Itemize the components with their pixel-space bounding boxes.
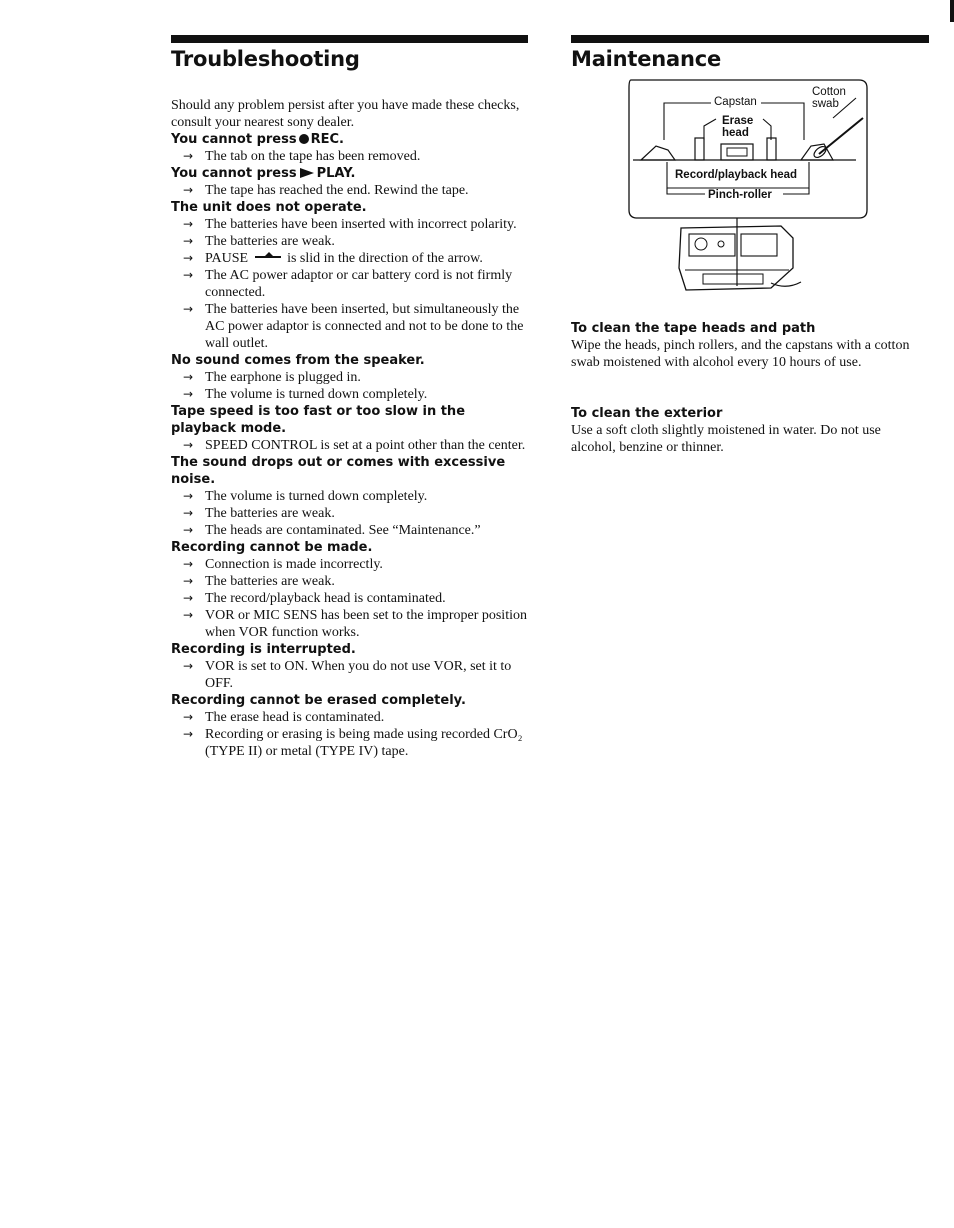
troubleshooting-list xyxy=(171,131,531,760)
reel-left xyxy=(695,238,707,250)
arrow-icon: → xyxy=(183,574,194,588)
capstan-leader-right xyxy=(761,103,804,140)
page-edge-mark xyxy=(950,0,954,22)
remedy-text: PAUSE is slid in the direction of the arrow. xyxy=(205,251,483,266)
remedy-item xyxy=(171,709,531,726)
remedy-text: VOR is set to ON. When you do not use VOR, set it to OFF. xyxy=(205,659,512,691)
remedy-text: The heads are contaminated. See “Maintenance.” xyxy=(205,523,481,538)
arrow-icon: → xyxy=(183,149,194,163)
remedy-list xyxy=(171,216,531,352)
remedy-item xyxy=(171,216,531,233)
arrow-icon: → xyxy=(183,727,194,741)
clean-heads-section xyxy=(571,320,921,371)
capstan-left xyxy=(695,138,704,160)
head-assembly xyxy=(703,274,763,284)
remedy-item xyxy=(171,573,531,590)
remedy-list xyxy=(171,556,531,641)
maintenance-column xyxy=(571,35,929,71)
label-capstan: Capstan xyxy=(714,96,757,108)
problem-heading: Tape speed is too fast or too slow in the playback mode. xyxy=(171,404,466,436)
pinch-leader-left xyxy=(667,188,705,194)
arrow-icon: → xyxy=(183,438,194,452)
remedy-text: The earphone is plugged in. xyxy=(205,370,361,385)
remedy-item xyxy=(171,590,531,607)
arrow-icon: → xyxy=(183,183,194,197)
remedy-list xyxy=(171,488,531,539)
erase-leader-left xyxy=(704,119,716,140)
reel-right xyxy=(718,241,724,247)
label-record-head: Record/playback head xyxy=(675,169,798,181)
arrow-icon: → xyxy=(183,387,194,401)
section-rule xyxy=(571,35,929,43)
remedy-item xyxy=(171,148,531,165)
troubleshooting-column xyxy=(171,35,531,760)
problem-heading-button-label: PLAY. xyxy=(316,166,356,181)
clean-heads-text: Wipe the heads, pinch rollers, and the capstans with a cotton swab moistened with alcohol every 10 hours of use. xyxy=(571,338,910,370)
label-erase: Erase xyxy=(722,115,754,127)
arrow-icon: → xyxy=(183,370,194,384)
pause-slide-icon xyxy=(255,256,281,258)
cassette-window xyxy=(689,234,735,256)
remedy-item xyxy=(171,369,531,386)
remedy-list xyxy=(171,182,531,199)
remedy-text: The volume is turned down completely. xyxy=(205,489,428,504)
cassette-player-body xyxy=(679,226,793,290)
remedy-item xyxy=(171,182,531,199)
head-gap xyxy=(727,148,747,156)
arrow-icon: → xyxy=(183,302,194,316)
remedy-item xyxy=(171,250,531,267)
cassette-label-area xyxy=(741,234,777,256)
remedy-text: The erase head is contaminated. xyxy=(205,710,385,725)
maintenance-title: Maintenance xyxy=(571,47,722,71)
arrow-icon: → xyxy=(183,557,194,571)
remedy-text: The batteries are weak. xyxy=(205,574,335,589)
clean-exterior-heading: To clean the exterior xyxy=(571,406,723,421)
label-swab: swab xyxy=(812,98,839,110)
cord xyxy=(771,282,801,286)
pinch-leader-right xyxy=(783,188,809,194)
remedy-list xyxy=(171,658,531,692)
left-roller xyxy=(641,146,675,160)
problem-heading: Recording is interrupted. xyxy=(171,642,356,657)
arrow-icon: → xyxy=(183,234,194,248)
problem-heading xyxy=(171,165,531,182)
arrow-icon: → xyxy=(183,608,194,622)
remedy-text: Recording or erasing is being made using recorded CrO₂ (TYPE II) or metal (TYPE IV) tape. xyxy=(205,727,523,759)
remedy-text: Connection is made incorrectly. xyxy=(205,557,383,572)
section-rule xyxy=(171,35,528,43)
remedy-item xyxy=(171,726,531,760)
remedy-text: The batteries are weak. xyxy=(205,506,335,521)
remedy-text: The batteries are weak. xyxy=(205,234,335,249)
clean-exterior-section xyxy=(571,405,921,456)
remedy-list xyxy=(171,709,531,760)
remedy-item xyxy=(171,607,531,641)
arrow-icon: → xyxy=(183,489,194,503)
capstan-right xyxy=(767,138,776,160)
remedy-item xyxy=(171,505,531,522)
problem-heading-text: You cannot press xyxy=(171,132,297,147)
arrow-icon: → xyxy=(183,710,194,724)
remedy-item xyxy=(171,556,531,573)
problem-heading: No sound comes from the speaker. xyxy=(171,353,425,368)
label-pinch-roller: Pinch-roller xyxy=(708,189,772,201)
remedy-list xyxy=(171,148,531,165)
label-cotton: Cotton xyxy=(812,86,846,98)
troubleshooting-intro: Should any problem persist after you have made these checks, consult your nearest sony dealer. xyxy=(171,98,520,130)
problem-heading-text: You cannot press xyxy=(171,166,297,181)
record-playback-head xyxy=(721,144,753,160)
tape-head-diagram xyxy=(571,78,871,303)
arrow-icon: → xyxy=(183,217,194,231)
arrow-icon: → xyxy=(183,506,194,520)
clean-exterior-text: Use a soft cloth slightly moistened in water. Do not use alcohol, benzine or thinner. xyxy=(571,423,881,455)
remedy-item xyxy=(171,267,531,301)
remedy-text: SPEED CONTROL is set at a point other than the center. xyxy=(205,438,526,453)
erase-leader-right xyxy=(763,119,771,140)
remedy-text: The volume is turned down completely. xyxy=(205,387,428,402)
problem-heading: Recording cannot be erased completely. xyxy=(171,693,466,708)
problem-heading-button-label: REC. xyxy=(310,132,344,147)
remedy-text: The tape has reached the end. Rewind the tape. xyxy=(205,183,469,198)
remedy-text: The record/playback head is contaminated. xyxy=(205,591,446,606)
problem-heading: The sound drops out or comes with excessive noise. xyxy=(171,455,506,487)
clean-heads-heading: To clean the tape heads and path xyxy=(571,321,816,336)
arrow-icon: → xyxy=(183,591,194,605)
remedy-text: The AC power adaptor or car battery cord is not firmly connected. xyxy=(205,268,513,300)
remedy-item xyxy=(171,658,531,692)
problem-heading: Recording cannot be made. xyxy=(171,540,373,555)
remedy-item xyxy=(171,437,531,454)
record-dot-icon xyxy=(299,134,309,144)
arrow-icon: → xyxy=(183,268,194,282)
troubleshooting-title: Troubleshooting xyxy=(171,47,360,71)
remedy-list xyxy=(171,437,531,454)
remedy-item xyxy=(171,386,531,403)
arrow-icon: → xyxy=(183,659,194,673)
play-arrow-icon xyxy=(300,168,314,178)
label-head: head xyxy=(722,127,749,139)
arrow-icon: → xyxy=(183,523,194,537)
remedy-text: The batteries have been inserted, but simultaneously the AC power adaptor is connected and not to be done to the wall outlet. xyxy=(205,302,524,351)
problem-heading: The unit does not operate. xyxy=(171,200,367,215)
remedy-item xyxy=(171,488,531,505)
remedy-list xyxy=(171,369,531,403)
remedy-text: The batteries have been inserted with incorrect polarity. xyxy=(205,217,517,232)
problem-heading xyxy=(171,131,531,148)
arrow-icon: → xyxy=(183,251,194,265)
remedy-item xyxy=(171,522,531,539)
remedy-item xyxy=(171,233,531,250)
remedy-text: VOR or MIC SENS has been set to the improper position when VOR function works. xyxy=(205,608,527,640)
remedy-text: The tab on the tape has been removed. xyxy=(205,149,421,164)
remedy-item xyxy=(171,301,531,352)
